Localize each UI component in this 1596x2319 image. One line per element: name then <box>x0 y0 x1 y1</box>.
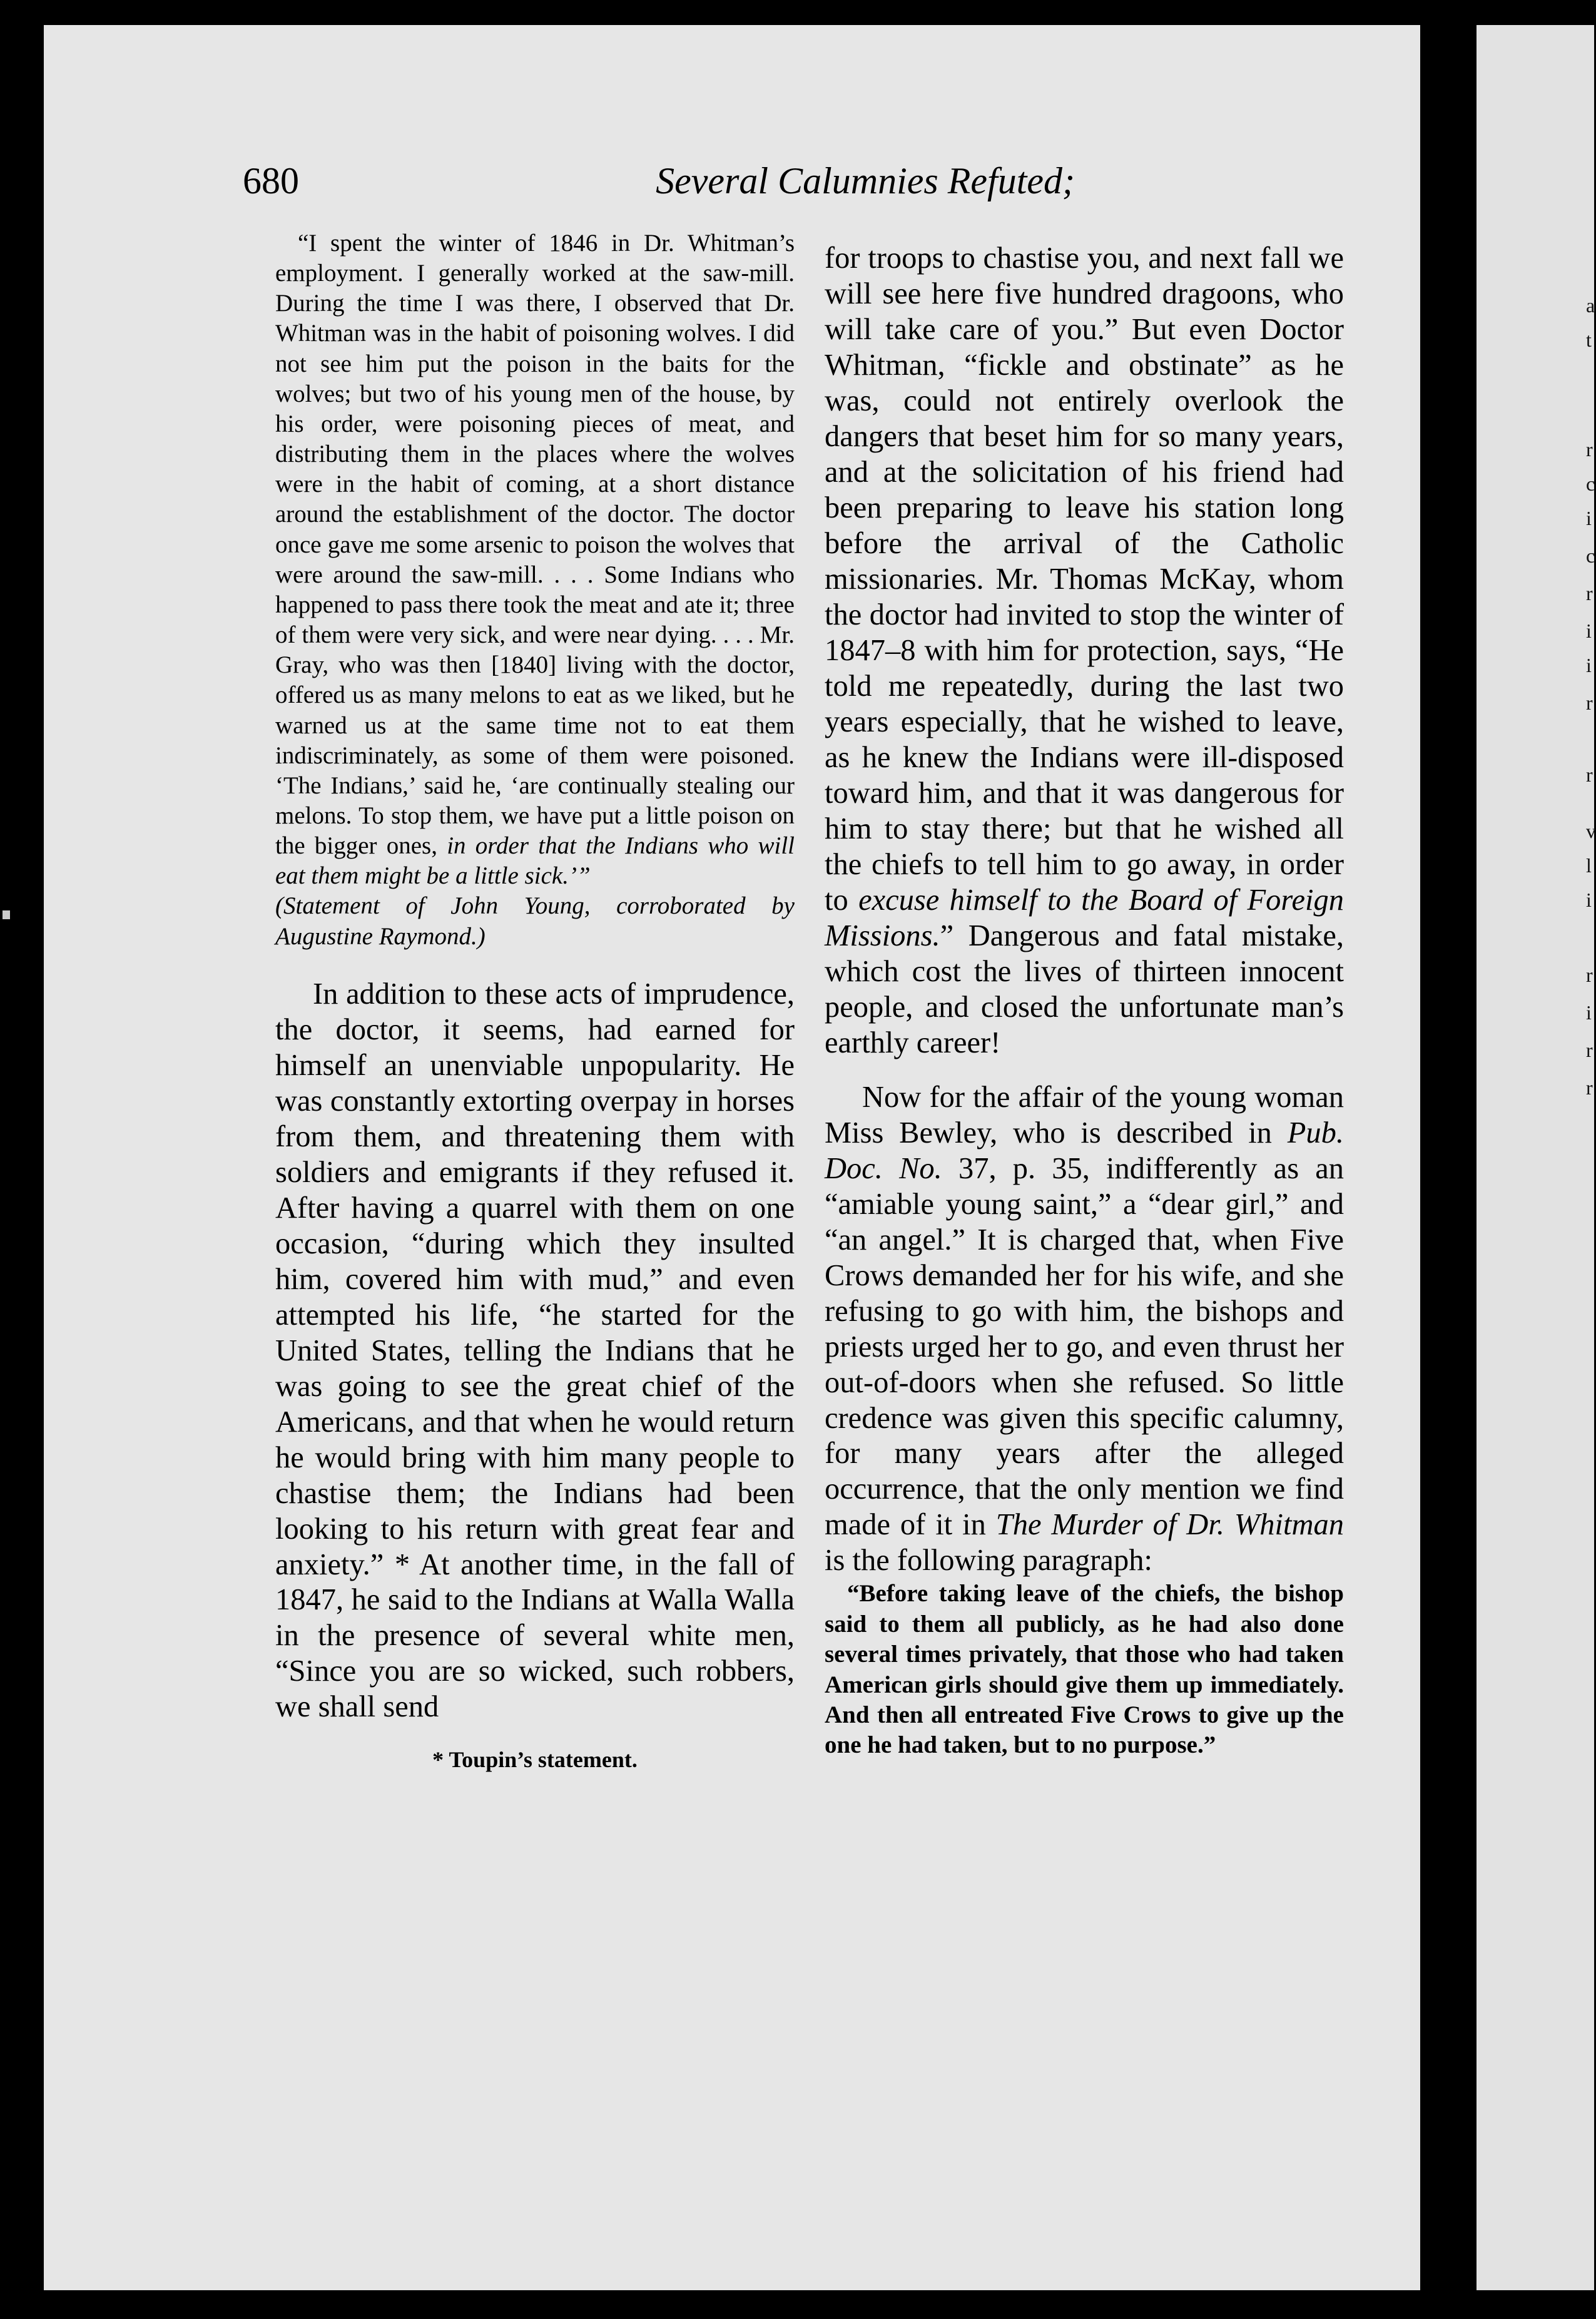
edge-char: l <box>1586 854 1592 877</box>
bishop-quote: “Before taking leave of the chiefs, the bishop said to them all publicly, as he had also done several times privately, that those who had taken American girls should give them up immediately. And then all entreated Five Crows to give up the one he had taken, but to no purpose.” <box>825 1580 1344 1759</box>
paragraph-mckay: for troops to chastise you, and next fall we will see here five hundred dragoons, who will take care of you.” But even Doctor Whitman, “fickle and obstinate” as he was, could not entirely overlook the dangers that beset him for so many years, and at the solicitation of his friend had been preparing to leave his station long before the arrival of the Catholic missionaries. Mr. Thomas McKay, whom the doctor had invited to stop the winter of 1847–8 with him for protection, says, “He told me repeatedly, during the last two years especially, that he wished to leave, as he knew the Indians were ill-disposed toward him, and that it was dangerous for him to stay there; but that he wished all the chiefs to tell him to go away, in order to excuse himself to the Board of Foreign Missions.” Dangerous and fatal mistake, which cost the lives of thirteen innocent people, and closed the unfortunate man’s earthly career! <box>825 242 1344 1059</box>
page-header <box>243 160 1075 210</box>
edge-char: r <box>1586 964 1593 986</box>
edge-char: i <box>1586 654 1592 676</box>
edge-char: r <box>1586 582 1593 604</box>
edge-char: c <box>1586 544 1595 567</box>
left-column <box>275 228 795 1773</box>
running-title: Several Calumnies Refuted; <box>656 160 1075 201</box>
right-column <box>825 241 1344 1761</box>
edge-char: c <box>1586 472 1595 495</box>
edge-char: r <box>1586 1039 1593 1061</box>
facing-page-edge <box>1477 25 1594 2290</box>
edge-char: i <box>1586 619 1592 642</box>
edge-char: r <box>1586 691 1593 714</box>
edge-char: r <box>1586 763 1593 786</box>
gutter-divider <box>1455 25 1460 2290</box>
paragraph-bewley: Now for the affair of the young woman Miss Bewley, who is described in Pub. Doc. No. 37, p. 35, indifferently as an “amiable young saint,” a “dear girl,” and “an angel.” It is charged that, when Five Crows demanded her for his wife, and she refusing to go with him, the bishops and priests urged her to go, and even thrust her out-of-doors when she refused. So little credence was given this specific calumny, for many years after the alleged occurrence, that the only mention we find made of it in The Murder of Dr. Whitman is the following paragraph: <box>825 1080 1344 1577</box>
edge-char: v <box>1586 820 1596 842</box>
edge-char: a <box>1586 294 1595 317</box>
edge-char: i <box>1586 889 1592 911</box>
footnote: * Toupin’s statement. <box>432 1747 638 1773</box>
edge-char: i <box>1586 1001 1592 1024</box>
edge-char: r <box>1586 1076 1593 1099</box>
edge-char: t <box>1586 329 1592 351</box>
page-number: 680 <box>243 160 299 201</box>
quote-attribution: (Statement of John Young, corroborated by Augustine Raymond.) <box>275 892 795 950</box>
paragraph-imprudence: In addition to these acts of imprudence, the doctor, it seems, had earned for himself an unenviable unpopularity. He was constantly extorting overpay in horses from them, and threatening them with soldiers and emigrants if they refused it. After having a quarrel with them on one occasion, “during which they insulted him, covered him with mud,” and even attempted his life, “he started for the United States, telling the Indians that he was going to see the great chief of the Americans, and that when he would return he would bring with him many people to chastise them; the Indians had been looking to his return with great fear and anxiety.” * At another time, in the fall of 1847, he said to the Indians at Walla Walla in the presence of several white men, “Since you are so wicked, such robbers, we shall send <box>275 977 795 1724</box>
edge-char: i <box>1586 507 1592 529</box>
young-statement-quote: “I spent the winter of 1846 in Dr. Whitman’s employment. I generally worked at the saw-mill. During the time I was there, I observed that Dr. Whitman was in the habit of poisoning wolves. I did not see him put the poison in the baits for the wolves; but two of his young men of the house, by his order, were poisoning pieces of meat, and distributing them in the places where the wolves were in the habit of coming, at a short distance around the establishment of the doctor. The doctor once gave me some arsenic to poison the wolves that were around the saw-mill. . . . Some Indians who happened to pass there took the meat and ate it; three of them were very sick, and were near dying. . . . Mr. Gray, who was then [1840] living with the doctor, offered us as many melons to eat as we liked, but he warned us at the same time not to eat them indiscriminately, as some of them were poisoned. ‘The Indians,’ said he, ‘are continually stealing our melons. To stop them, we have put a little poison on the bigger ones, in order that the Indians who will eat them might be a little sick.’” (Statement of John Young, corroborated by Augustine Raymond.) <box>275 230 795 950</box>
edge-char: r <box>1586 438 1593 461</box>
scan-speck <box>3 910 10 919</box>
